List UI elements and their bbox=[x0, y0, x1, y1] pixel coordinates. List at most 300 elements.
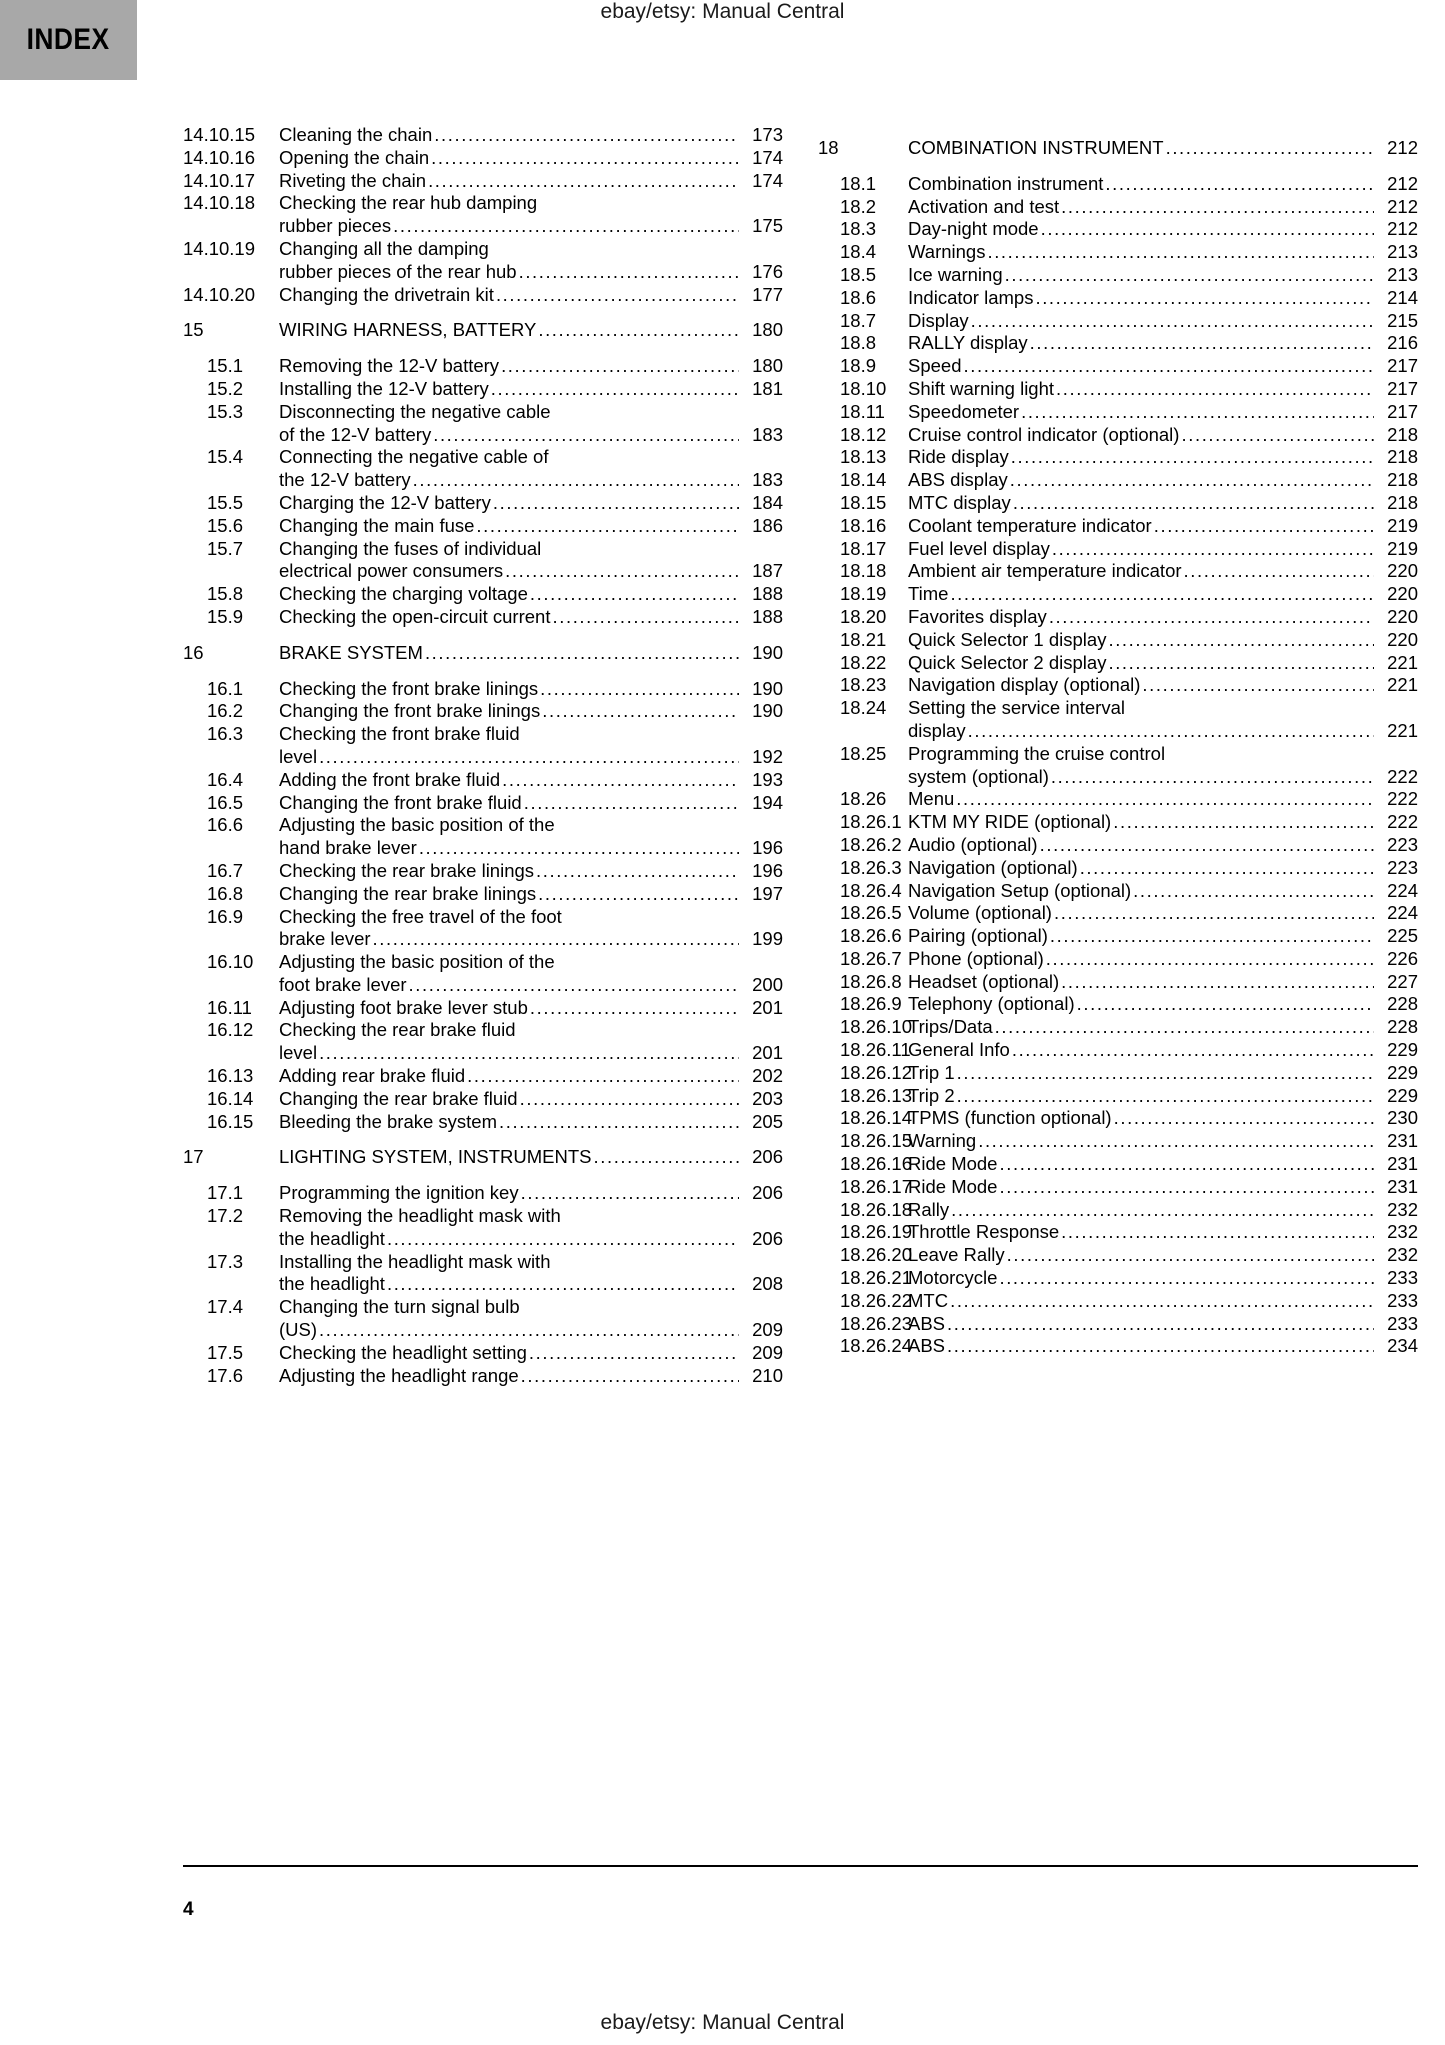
toc-entry-page-number: 215 bbox=[1387, 309, 1418, 331]
toc-entry-line bbox=[908, 137, 1418, 160]
toc-entry-label: the headlight bbox=[279, 1273, 385, 1295]
toc-entry-number: 18.26.20 bbox=[840, 1244, 913, 1266]
toc-entry-page-number: 197 bbox=[752, 882, 783, 904]
toc-entry-title-block bbox=[908, 538, 1418, 561]
toc-entry[interactable] bbox=[818, 583, 1418, 606]
toc-entry-number: 14.10.15 bbox=[183, 124, 256, 145]
toc-entry[interactable] bbox=[818, 902, 1418, 925]
toc-leader-dots bbox=[1030, 332, 1374, 355]
toc-entry-line bbox=[908, 218, 1418, 241]
toc-leader-dots bbox=[1011, 446, 1374, 469]
toc-leader-dots bbox=[502, 769, 739, 792]
toc-entry-number: 16.2 bbox=[207, 700, 244, 722]
toc-entry-line bbox=[908, 902, 1418, 925]
toc-entry-line bbox=[279, 1228, 783, 1251]
toc-entry[interactable] bbox=[818, 857, 1418, 880]
toc-entry[interactable] bbox=[818, 629, 1418, 652]
toc-entry[interactable] bbox=[818, 834, 1418, 857]
toc-entry-number: 18.15 bbox=[840, 491, 887, 513]
page-number: 4 bbox=[183, 1899, 194, 1920]
toc-entry-label: Changing the rear brake linings bbox=[279, 882, 537, 904]
toc-entry[interactable] bbox=[818, 1199, 1418, 1222]
toc-leader-dots bbox=[540, 678, 739, 701]
toc-leader-dots bbox=[530, 583, 739, 606]
toc-entry[interactable] bbox=[818, 743, 1418, 789]
toc-entry-label: Disconnecting the negative cable bbox=[279, 400, 551, 422]
toc-entry-title-block bbox=[908, 515, 1418, 538]
toc-leader-dots bbox=[538, 319, 739, 342]
toc-entry-number: 18.26.13 bbox=[840, 1084, 913, 1106]
toc-entry-title-block bbox=[908, 1221, 1418, 1244]
toc-entry-label: Checking the charging voltage bbox=[279, 583, 528, 605]
toc-entry-title-block bbox=[279, 378, 783, 401]
toc-entry-title-block bbox=[279, 678, 783, 701]
toc-entry[interactable] bbox=[818, 401, 1418, 424]
toc-entry-title-block bbox=[908, 1039, 1418, 1062]
toc-entry-label: TPMS (function optional) bbox=[908, 1107, 1112, 1129]
toc-entry-line bbox=[908, 1016, 1418, 1039]
toc-entry[interactable] bbox=[818, 1039, 1418, 1062]
toc-entry-number: 16.14 bbox=[207, 1087, 254, 1109]
toc-entry[interactable] bbox=[183, 515, 783, 538]
toc-entry-label: Favorites display bbox=[908, 605, 1047, 627]
toc-entry-title-block bbox=[908, 1176, 1418, 1199]
toc-entry-page-number: 212 bbox=[1387, 195, 1418, 217]
toc-entry-title-block bbox=[279, 723, 783, 769]
toc-entry-line bbox=[908, 1107, 1418, 1130]
toc-entry-title-block bbox=[908, 264, 1418, 287]
toc-entry[interactable] bbox=[818, 1290, 1418, 1313]
toc-entry-number: 17.5 bbox=[207, 1341, 244, 1363]
toc-entry-title-block bbox=[279, 284, 783, 307]
toc-entry-number: 18.12 bbox=[840, 423, 887, 445]
toc-entry[interactable] bbox=[183, 284, 783, 307]
toc-entry-page-number: 218 bbox=[1387, 469, 1418, 491]
toc-entry[interactable] bbox=[818, 446, 1418, 469]
toc-entry[interactable] bbox=[818, 971, 1418, 994]
toc-leader-dots bbox=[1108, 629, 1374, 652]
toc-entry[interactable] bbox=[183, 192, 783, 238]
toc-entry[interactable] bbox=[183, 1251, 783, 1297]
toc-entry[interactable] bbox=[818, 1221, 1418, 1244]
toc-entry-label: hand brake lever bbox=[279, 837, 417, 859]
toc-entry-label: KTM MY RIDE (optional) bbox=[908, 811, 1112, 833]
toc-entry-line bbox=[908, 515, 1418, 538]
toc-leader-dots bbox=[1046, 948, 1374, 971]
toc-leader-dots bbox=[425, 642, 739, 665]
toc-entry-page-number: 228 bbox=[1387, 1016, 1418, 1038]
toc-entry[interactable] bbox=[818, 925, 1418, 948]
toc-entry[interactable] bbox=[818, 1062, 1418, 1085]
toc-entry-number: 17.6 bbox=[207, 1364, 244, 1386]
toc-entry-number: 18.26.21 bbox=[840, 1267, 913, 1289]
toc-entry-page-number: 222 bbox=[1387, 765, 1418, 787]
toc-entry[interactable] bbox=[818, 1016, 1418, 1039]
toc-entry-number: 15.3 bbox=[207, 400, 244, 422]
toc-entry-title-block bbox=[279, 124, 783, 147]
toc-entry[interactable] bbox=[818, 538, 1418, 561]
toc-leader-dots bbox=[1050, 925, 1374, 948]
toc-entry-number: 18.24 bbox=[840, 697, 887, 719]
toc-entry-title-block bbox=[908, 1199, 1418, 1222]
toc-entry-title-block bbox=[279, 1182, 783, 1205]
toc-entry-line bbox=[908, 720, 1418, 743]
toc-entry-page-number: 222 bbox=[1387, 811, 1418, 833]
toc-entry[interactable] bbox=[818, 788, 1418, 811]
toc-entry[interactable] bbox=[818, 811, 1418, 834]
toc-entry[interactable] bbox=[818, 1176, 1418, 1199]
toc-entry[interactable] bbox=[818, 218, 1418, 241]
toc-entry-page-number: 196 bbox=[752, 859, 783, 881]
toc-entry-line bbox=[279, 560, 783, 583]
toc-entry-page-number: 206 bbox=[752, 1182, 783, 1204]
toc-entry-title-block bbox=[908, 629, 1418, 652]
toc-entry-label: Opening the chain bbox=[279, 146, 430, 168]
toc-entry-line bbox=[908, 606, 1418, 629]
toc-entry[interactable] bbox=[183, 378, 783, 401]
toc-entry[interactable] bbox=[183, 906, 783, 952]
toc-entry-page-number: 232 bbox=[1387, 1221, 1418, 1243]
toc-entry-label: Setting the service interval bbox=[908, 697, 1125, 719]
toc-entry-label: Coolant temperature indicator bbox=[908, 514, 1152, 536]
toc-entry-line bbox=[908, 538, 1418, 561]
toc-entry-label: system (optional) bbox=[908, 765, 1049, 787]
toc-leader-dots bbox=[1061, 1221, 1374, 1244]
toc-entry-number: 18.26.22 bbox=[840, 1289, 913, 1311]
toc-entry[interactable] bbox=[183, 124, 783, 147]
toc-entry-page-number: 183 bbox=[752, 423, 783, 445]
toc-entry-line bbox=[908, 652, 1418, 675]
toc-entry-number: 18.26.11 bbox=[840, 1039, 911, 1061]
toc-entry-number: 16 bbox=[183, 641, 204, 663]
toc-entry-label: Adding the front brake fluid bbox=[279, 768, 501, 790]
toc-entry-page-number: 175 bbox=[752, 215, 783, 237]
toc-entry[interactable] bbox=[818, 469, 1418, 492]
toc-entry[interactable] bbox=[818, 1085, 1418, 1108]
toc-entry[interactable] bbox=[183, 492, 783, 515]
toc-entry-label: Shift warning light bbox=[908, 377, 1055, 399]
toc-entry[interactable] bbox=[818, 332, 1418, 355]
toc-entry[interactable] bbox=[183, 1182, 783, 1205]
toc-entry[interactable] bbox=[183, 446, 783, 492]
toc-entry-number: 17.1 bbox=[207, 1182, 244, 1204]
toc-leader-dots bbox=[319, 1042, 739, 1065]
toc-entry-title-block bbox=[908, 355, 1418, 378]
toc-entry[interactable] bbox=[818, 652, 1418, 675]
toc-entry-label: Leave Rally bbox=[908, 1244, 1005, 1266]
toc-entry[interactable] bbox=[183, 860, 783, 883]
toc-entry[interactable] bbox=[183, 1296, 783, 1342]
toc-entry-title-block bbox=[279, 1019, 783, 1065]
toc-entry-title-block bbox=[908, 880, 1418, 903]
toc-leader-dots bbox=[999, 1267, 1374, 1290]
toc-entry[interactable] bbox=[818, 948, 1418, 971]
toc-entry-number: 18.26.5 bbox=[840, 902, 902, 924]
toc-entry[interactable] bbox=[818, 1335, 1418, 1358]
toc-entry-page-number: 219 bbox=[1387, 514, 1418, 536]
toc-leader-dots bbox=[393, 215, 739, 238]
toc-entry-page-number: 209 bbox=[752, 1319, 783, 1341]
toc-entry-label: Checking the free travel of the foot bbox=[279, 905, 562, 927]
toc-entry-line bbox=[279, 792, 783, 815]
toc-entry[interactable] bbox=[818, 993, 1418, 1016]
toc-entry[interactable] bbox=[818, 1244, 1418, 1267]
toc-entry-line bbox=[908, 560, 1418, 583]
toc-entry[interactable] bbox=[818, 1153, 1418, 1176]
toc-entry-label: Changing the front brake fluid bbox=[279, 791, 522, 813]
toc-entry-page-number: 221 bbox=[1387, 719, 1418, 741]
toc-entry-line bbox=[279, 1273, 783, 1296]
toc-entry-label: Trips/Data bbox=[908, 1016, 993, 1038]
toc-entry[interactable] bbox=[818, 173, 1418, 196]
toc-entry[interactable] bbox=[818, 310, 1418, 333]
toc-entry-label: Riveting the chain bbox=[279, 169, 427, 191]
toc-entry[interactable] bbox=[818, 378, 1418, 401]
toc-leader-dots bbox=[1181, 424, 1374, 447]
toc-entry-number: 18.26.16 bbox=[840, 1153, 913, 1175]
toc-entry[interactable] bbox=[183, 538, 783, 584]
toc-entry[interactable] bbox=[818, 1107, 1418, 1130]
toc-entry-number: 15.6 bbox=[207, 514, 244, 536]
toc-entry[interactable] bbox=[183, 1365, 783, 1388]
toc-entry-line bbox=[279, 1042, 783, 1065]
toc-entry-line bbox=[908, 1130, 1418, 1153]
table-of-contents bbox=[183, 124, 1418, 1387]
toc-leader-dots bbox=[1113, 811, 1374, 834]
toc-entry-number: 18.26.19 bbox=[840, 1221, 913, 1243]
toc-entry-label: Combination instrument bbox=[908, 172, 1104, 194]
toc-leader-dots bbox=[1142, 674, 1374, 697]
toc-entry-label: Programming the ignition key bbox=[279, 1182, 519, 1204]
toc-entry[interactable] bbox=[818, 492, 1418, 515]
toc-entry[interactable] bbox=[818, 424, 1418, 447]
toc-entry[interactable] bbox=[183, 319, 783, 342]
toc-entry-line bbox=[279, 1205, 783, 1228]
toc-entry[interactable] bbox=[183, 951, 783, 997]
toc-entry-number: 17.4 bbox=[207, 1296, 244, 1318]
toc-entry-title-block bbox=[279, 814, 783, 860]
toc-entry[interactable] bbox=[818, 137, 1418, 160]
toc-leader-dots bbox=[413, 469, 739, 492]
toc-entry[interactable] bbox=[183, 1065, 783, 1088]
toc-entry-number: 16.11 bbox=[207, 996, 252, 1018]
toc-leader-dots bbox=[1010, 469, 1374, 492]
toc-entry[interactable] bbox=[183, 1019, 783, 1065]
toc-entry[interactable] bbox=[183, 678, 783, 701]
toc-leader-dots bbox=[1133, 880, 1374, 903]
toc-entry-page-number: 201 bbox=[752, 1042, 783, 1064]
toc-entry[interactable] bbox=[818, 674, 1418, 697]
toc-leader-dots bbox=[520, 1088, 739, 1111]
toc-entry-title-block bbox=[908, 971, 1418, 994]
toc-entry-line bbox=[908, 492, 1418, 515]
toc-entry-line bbox=[279, 469, 783, 492]
toc-entry[interactable] bbox=[183, 792, 783, 815]
toc-entry[interactable] bbox=[183, 583, 783, 606]
toc-entry[interactable] bbox=[183, 1205, 783, 1251]
toc-entry[interactable] bbox=[183, 1088, 783, 1111]
toc-entry-title-block bbox=[279, 1088, 783, 1111]
toc-entry-title-block bbox=[279, 238, 783, 284]
toc-entry-label: Navigation (optional) bbox=[908, 856, 1078, 878]
toc-entry[interactable] bbox=[183, 700, 783, 723]
toc-entry[interactable] bbox=[183, 147, 783, 170]
toc-entry-label: level bbox=[279, 745, 318, 767]
toc-entry-label: (US) bbox=[279, 1319, 318, 1341]
toc-entry-title-block bbox=[279, 170, 783, 193]
toc-entry-label: Ride Mode bbox=[908, 1175, 998, 1197]
toc-entry-title-block bbox=[908, 834, 1418, 857]
toc-entry[interactable] bbox=[183, 769, 783, 792]
toc-entry[interactable] bbox=[818, 241, 1418, 264]
toc-entry-label: Ambient air temperature indicator bbox=[908, 560, 1182, 582]
toc-entry-page-number: 219 bbox=[1387, 537, 1418, 559]
toc-entry-title-block bbox=[908, 925, 1418, 948]
toc-leader-dots bbox=[1114, 1107, 1374, 1130]
toc-entry[interactable] bbox=[183, 401, 783, 447]
toc-entry-line bbox=[279, 700, 783, 723]
toc-entry-page-number: 231 bbox=[1387, 1175, 1418, 1197]
toc-entry[interactable] bbox=[183, 238, 783, 284]
toc-leader-dots bbox=[987, 241, 1374, 264]
toc-entry[interactable] bbox=[818, 196, 1418, 219]
toc-entry-page-number: 188 bbox=[752, 583, 783, 605]
toc-entry[interactable] bbox=[818, 355, 1418, 378]
toc-entry[interactable] bbox=[818, 1130, 1418, 1153]
toc-entry-line bbox=[908, 287, 1418, 310]
toc-entry-label: Headset (optional) bbox=[908, 970, 1060, 992]
toc-entry-number: 16.6 bbox=[207, 814, 244, 836]
toc-entry[interactable] bbox=[183, 1111, 783, 1134]
toc-entry-page-number: 212 bbox=[1387, 137, 1418, 158]
toc-entry[interactable] bbox=[818, 1267, 1418, 1290]
toc-entry[interactable] bbox=[183, 814, 783, 860]
toc-entry[interactable] bbox=[818, 515, 1418, 538]
toc-entry-label: Adjusting the basic position of the bbox=[279, 814, 555, 836]
toc-leader-dots bbox=[978, 1130, 1374, 1153]
toc-leader-dots bbox=[1040, 834, 1374, 857]
toc-entry-label: Display bbox=[908, 309, 969, 331]
toc-leader-dots bbox=[319, 746, 739, 769]
toc-entry-page-number: 227 bbox=[1387, 970, 1418, 992]
toc-entry[interactable] bbox=[183, 1146, 783, 1169]
toc-leader-dots bbox=[433, 424, 739, 447]
toc-entry-number: 18.6 bbox=[840, 286, 877, 308]
toc-entry-number: 18.26.1 bbox=[840, 811, 902, 833]
toc-entry-line bbox=[279, 642, 783, 665]
toc-entry[interactable] bbox=[818, 606, 1418, 629]
toc-entry-line bbox=[279, 446, 783, 469]
toc-entry-label: of the 12-V battery bbox=[279, 423, 432, 445]
toc-entry-number: 14.10.20 bbox=[183, 283, 256, 305]
toc-entry-label: Speedometer bbox=[908, 400, 1020, 422]
toc-entry-title-block bbox=[908, 1313, 1418, 1336]
toc-entry[interactable] bbox=[183, 606, 783, 629]
toc-entry-number: 18.20 bbox=[840, 605, 887, 627]
toc-leader-dots bbox=[1007, 1244, 1374, 1267]
toc-entry-number: 16.12 bbox=[207, 1019, 254, 1041]
toc-leader-dots bbox=[1108, 652, 1374, 675]
toc-leader-dots bbox=[999, 1176, 1374, 1199]
toc-entry-page-number: 176 bbox=[752, 260, 783, 282]
toc-entry-page-number: 184 bbox=[752, 491, 783, 513]
toc-entry-label: Cleaning the chain bbox=[279, 124, 433, 145]
toc-entry-line bbox=[908, 1290, 1418, 1313]
footer-divider bbox=[183, 1865, 1418, 1867]
toc-entry-number: 18.26.9 bbox=[840, 993, 902, 1015]
toc-entry-line bbox=[279, 678, 783, 701]
toc-entry-number: 18.9 bbox=[840, 355, 877, 377]
toc-entry-label: Ride display bbox=[908, 446, 1009, 468]
toc-entry-line bbox=[279, 238, 783, 261]
toc-entry-label: Navigation Setup (optional) bbox=[908, 879, 1132, 901]
toc-entry[interactable] bbox=[183, 997, 783, 1020]
toc-entry-title-block bbox=[908, 310, 1418, 333]
toc-entry-number: 18.26.3 bbox=[840, 856, 902, 878]
toc-entry-line bbox=[279, 1019, 783, 1042]
toc-entry[interactable] bbox=[183, 170, 783, 193]
toc-entry-line bbox=[279, 906, 783, 929]
toc-entry[interactable] bbox=[183, 1342, 783, 1365]
toc-leader-dots bbox=[521, 1182, 739, 1205]
toc-entry-page-number: 201 bbox=[752, 996, 783, 1018]
toc-entry-number: 18.3 bbox=[840, 218, 877, 240]
toc-entry-page-number: 224 bbox=[1387, 879, 1418, 901]
toc-entry-title-block bbox=[279, 792, 783, 815]
toc-entry-title-block bbox=[908, 1267, 1418, 1290]
toc-entry[interactable] bbox=[183, 723, 783, 769]
toc-leader-dots bbox=[1051, 766, 1374, 789]
toc-entry[interactable] bbox=[818, 287, 1418, 310]
toc-entry-page-number: 220 bbox=[1387, 628, 1418, 650]
toc-entry[interactable] bbox=[818, 880, 1418, 903]
toc-entry[interactable] bbox=[183, 883, 783, 906]
toc-leader-dots bbox=[1041, 218, 1374, 241]
toc-entry[interactable] bbox=[818, 560, 1418, 583]
toc-entry-number: 15 bbox=[183, 319, 204, 341]
toc-entry-title-block bbox=[279, 1111, 783, 1134]
toc-entry-page-number: 217 bbox=[1387, 355, 1418, 377]
toc-entry[interactable] bbox=[818, 1313, 1418, 1336]
toc-entry-label: MTC bbox=[908, 1289, 949, 1311]
toc-entry[interactable] bbox=[818, 264, 1418, 287]
toc-entry-title-block bbox=[908, 1335, 1418, 1358]
toc-entry[interactable] bbox=[183, 355, 783, 378]
toc-entry-line bbox=[279, 261, 783, 284]
toc-entry-line bbox=[908, 264, 1418, 287]
toc-entry-line bbox=[908, 241, 1418, 264]
toc-entry-page-number: 202 bbox=[752, 1065, 783, 1087]
toc-entry-line bbox=[908, 469, 1418, 492]
toc-entry-number: 16.10 bbox=[207, 951, 254, 973]
toc-entry-number: 16.13 bbox=[207, 1065, 254, 1087]
toc-entry-page-number: 217 bbox=[1387, 377, 1418, 399]
toc-entry-title-block bbox=[279, 1296, 783, 1342]
toc-entry-page-number: 206 bbox=[752, 1146, 783, 1168]
toc-entry-number: 15.1 bbox=[207, 355, 244, 377]
toc-leader-dots bbox=[1005, 264, 1374, 287]
toc-entry-label: Changing the drivetrain kit bbox=[279, 283, 494, 305]
toc-entry-line bbox=[908, 310, 1418, 333]
toc-entry-label: Time bbox=[908, 583, 949, 605]
toc-entry[interactable] bbox=[183, 642, 783, 665]
toc-entry-label: General Info bbox=[908, 1039, 1010, 1061]
toc-entry-label: Cruise control indicator (optional) bbox=[908, 423, 1180, 445]
toc-entry-title-block bbox=[908, 948, 1418, 971]
toc-entry-number: 18.13 bbox=[840, 446, 887, 468]
toc-entry[interactable] bbox=[818, 697, 1418, 743]
toc-entry-line bbox=[908, 971, 1418, 994]
